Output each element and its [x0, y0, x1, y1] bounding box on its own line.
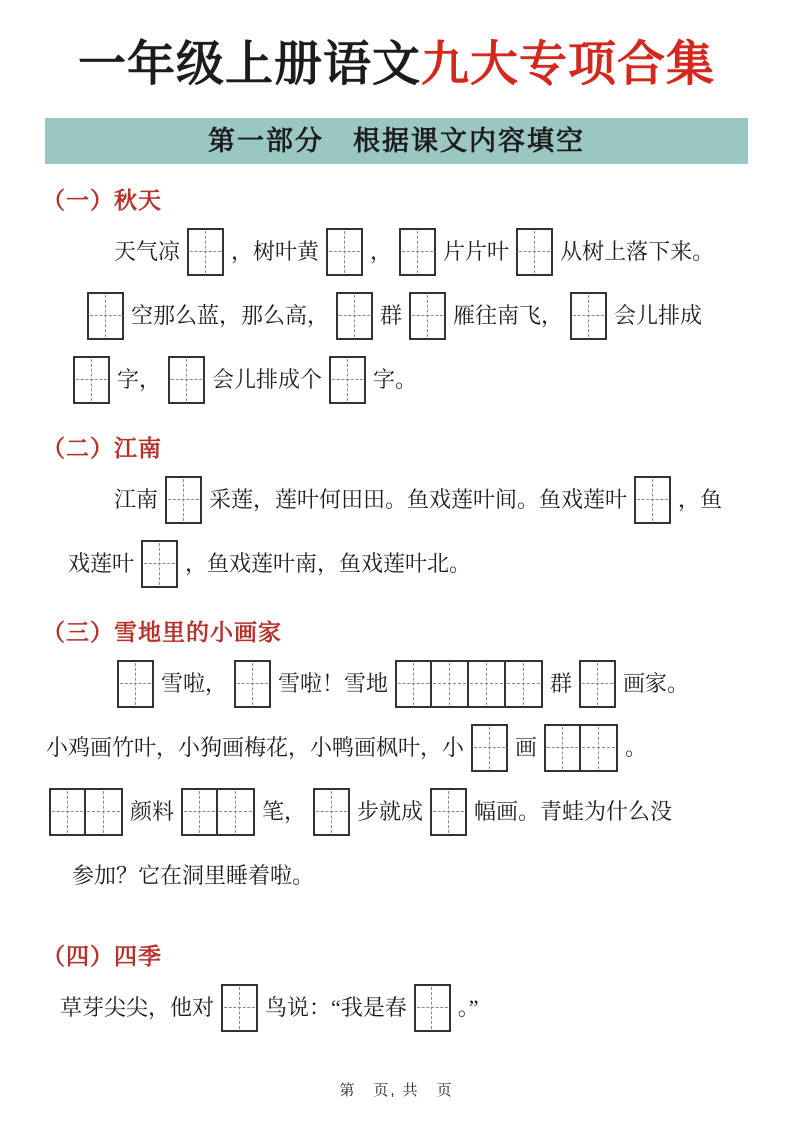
answer-box-group[interactable] — [87, 292, 124, 340]
answer-box-group[interactable] — [336, 292, 373, 340]
text-segment: 笔， — [262, 798, 307, 824]
answer-box-group[interactable] — [430, 788, 467, 836]
answer-box-group[interactable] — [221, 984, 258, 1032]
answer-box[interactable] — [430, 788, 467, 836]
answer-box-group[interactable] — [395, 660, 543, 708]
worksheet-line — [42, 652, 748, 716]
section — [42, 942, 748, 1040]
text-segment: 江南 — [114, 486, 159, 512]
answer-box-group[interactable] — [570, 292, 607, 340]
text-segment: 。 — [625, 734, 648, 760]
text-segment: 群 — [550, 670, 573, 696]
page-footer-label: 第 页, 共 页 — [339, 1082, 454, 1099]
worksheet-line — [42, 348, 748, 412]
answer-box-group[interactable] — [544, 724, 618, 772]
worksheet-line — [42, 220, 748, 284]
worksheet-line — [42, 532, 748, 596]
text-segment: 字， — [117, 366, 162, 392]
worksheet-body — [0, 186, 793, 1040]
part-banner — [45, 118, 748, 164]
text-segment: ，鱼 — [678, 486, 723, 512]
worksheet-line — [42, 844, 748, 908]
answer-box[interactable] — [471, 724, 508, 772]
text-segment: 参加？它在洞里睡着啦。 — [72, 862, 315, 888]
section-heading: （三）雪地里的小画家 — [42, 619, 282, 645]
answer-box[interactable] — [544, 724, 581, 772]
page-footer — [0, 1079, 793, 1100]
text-segment: 颜料 — [130, 798, 175, 824]
section-heading: （一）秋天 — [42, 187, 162, 213]
answer-box-group[interactable] — [313, 788, 350, 836]
text-segment: 画家。 — [623, 670, 690, 696]
text-segment: 从树上落下来。 — [560, 238, 715, 264]
answer-box[interactable] — [399, 228, 436, 276]
answer-box[interactable] — [187, 228, 224, 276]
answer-box-group[interactable] — [329, 356, 366, 404]
answer-box[interactable] — [87, 292, 124, 340]
text-segment: 步就成 — [357, 798, 424, 824]
text-segment: 草芽尖尖，他对 — [60, 994, 215, 1020]
text-segment: 戏莲叶 — [68, 550, 135, 576]
answer-box[interactable] — [579, 660, 616, 708]
answer-box-group[interactable] — [117, 660, 154, 708]
answer-box[interactable] — [181, 788, 218, 836]
answer-box[interactable] — [86, 788, 123, 836]
text-segment: 雪啦！雪地 — [278, 670, 389, 696]
answer-box-group[interactable] — [187, 228, 224, 276]
text-segment: 幅画。青蛙为什么没 — [474, 798, 673, 824]
answer-box[interactable] — [141, 540, 178, 588]
page-title — [0, 0, 793, 94]
text-segment: 片片叶 — [443, 238, 510, 264]
answer-box-group[interactable] — [234, 660, 271, 708]
answer-box[interactable] — [414, 984, 451, 1032]
answer-box-group[interactable] — [414, 984, 451, 1032]
answer-box[interactable] — [326, 228, 363, 276]
answer-box[interactable] — [313, 788, 350, 836]
text-segment: 群 — [380, 302, 403, 328]
answer-box[interactable] — [234, 660, 271, 708]
answer-box[interactable] — [218, 788, 255, 836]
text-segment: 。” — [457, 994, 479, 1020]
answer-box-group[interactable] — [181, 788, 255, 836]
text-segment: 画 — [515, 734, 538, 760]
answer-box[interactable] — [432, 660, 469, 708]
answer-box-group[interactable] — [165, 476, 202, 524]
answer-box-group[interactable] — [49, 788, 123, 836]
worksheet-line — [42, 716, 748, 780]
page-title-red: 九大专项合集 — [421, 38, 716, 91]
page-title-black: 一年级上册语文 — [77, 38, 421, 91]
answer-box-group[interactable] — [471, 724, 508, 772]
worksheet-line — [42, 468, 748, 532]
answer-box[interactable] — [165, 476, 202, 524]
worksheet-line — [42, 284, 748, 348]
answer-box-group[interactable] — [141, 540, 178, 588]
text-segment: 会儿排成 — [614, 302, 703, 328]
answer-box[interactable] — [409, 292, 446, 340]
text-segment: 天气凉 — [114, 238, 181, 264]
answer-box-group[interactable] — [168, 356, 205, 404]
section — [42, 434, 748, 596]
answer-box[interactable] — [469, 660, 506, 708]
answer-box-group[interactable] — [409, 292, 446, 340]
answer-box-group[interactable] — [399, 228, 436, 276]
answer-box[interactable] — [329, 356, 366, 404]
answer-box[interactable] — [634, 476, 671, 524]
text-segment: 字。 — [373, 366, 418, 392]
answer-box[interactable] — [516, 228, 553, 276]
text-segment: 雪啦， — [161, 670, 228, 696]
worksheet-line — [42, 780, 748, 844]
answer-box[interactable] — [168, 356, 205, 404]
answer-box-group[interactable] — [634, 476, 671, 524]
text-segment: ， — [370, 238, 393, 264]
text-segment: 小鸡画竹叶，小狗画梅花，小鸭画枫叶，小 — [46, 734, 465, 760]
answer-box-group[interactable] — [516, 228, 553, 276]
text-segment: 雁往南飞， — [453, 302, 564, 328]
answer-box-group[interactable] — [326, 228, 363, 276]
text-segment: 鸟说：“我是春 — [265, 994, 407, 1020]
answer-box[interactable] — [49, 788, 86, 836]
text-segment: 采莲，莲叶何田田。鱼戏莲叶间。鱼戏莲叶 — [209, 486, 628, 512]
answer-box[interactable] — [395, 660, 432, 708]
answer-box[interactable] — [570, 292, 607, 340]
answer-box[interactable] — [221, 984, 258, 1032]
text-segment: 空那么蓝，那么高， — [131, 302, 330, 328]
answer-box[interactable] — [117, 660, 154, 708]
answer-box-group[interactable] — [73, 356, 110, 404]
answer-box[interactable] — [336, 292, 373, 340]
section-heading: （四）四季 — [42, 943, 162, 969]
text-segment: ，树叶黄 — [231, 238, 320, 264]
answer-box[interactable] — [581, 724, 618, 772]
section — [42, 186, 748, 412]
text-segment: 会儿排成个 — [212, 366, 323, 392]
text-segment: ，鱼戏莲叶南，鱼戏莲叶北。 — [185, 550, 472, 576]
answer-box[interactable] — [73, 356, 110, 404]
answer-box[interactable] — [506, 660, 543, 708]
worksheet-line — [42, 976, 748, 1040]
part-banner-label: 第一部分 根据课文内容填空 — [208, 125, 585, 156]
section-heading: （二）江南 — [42, 435, 162, 461]
answer-box-group[interactable] — [579, 660, 616, 708]
section — [42, 618, 748, 908]
